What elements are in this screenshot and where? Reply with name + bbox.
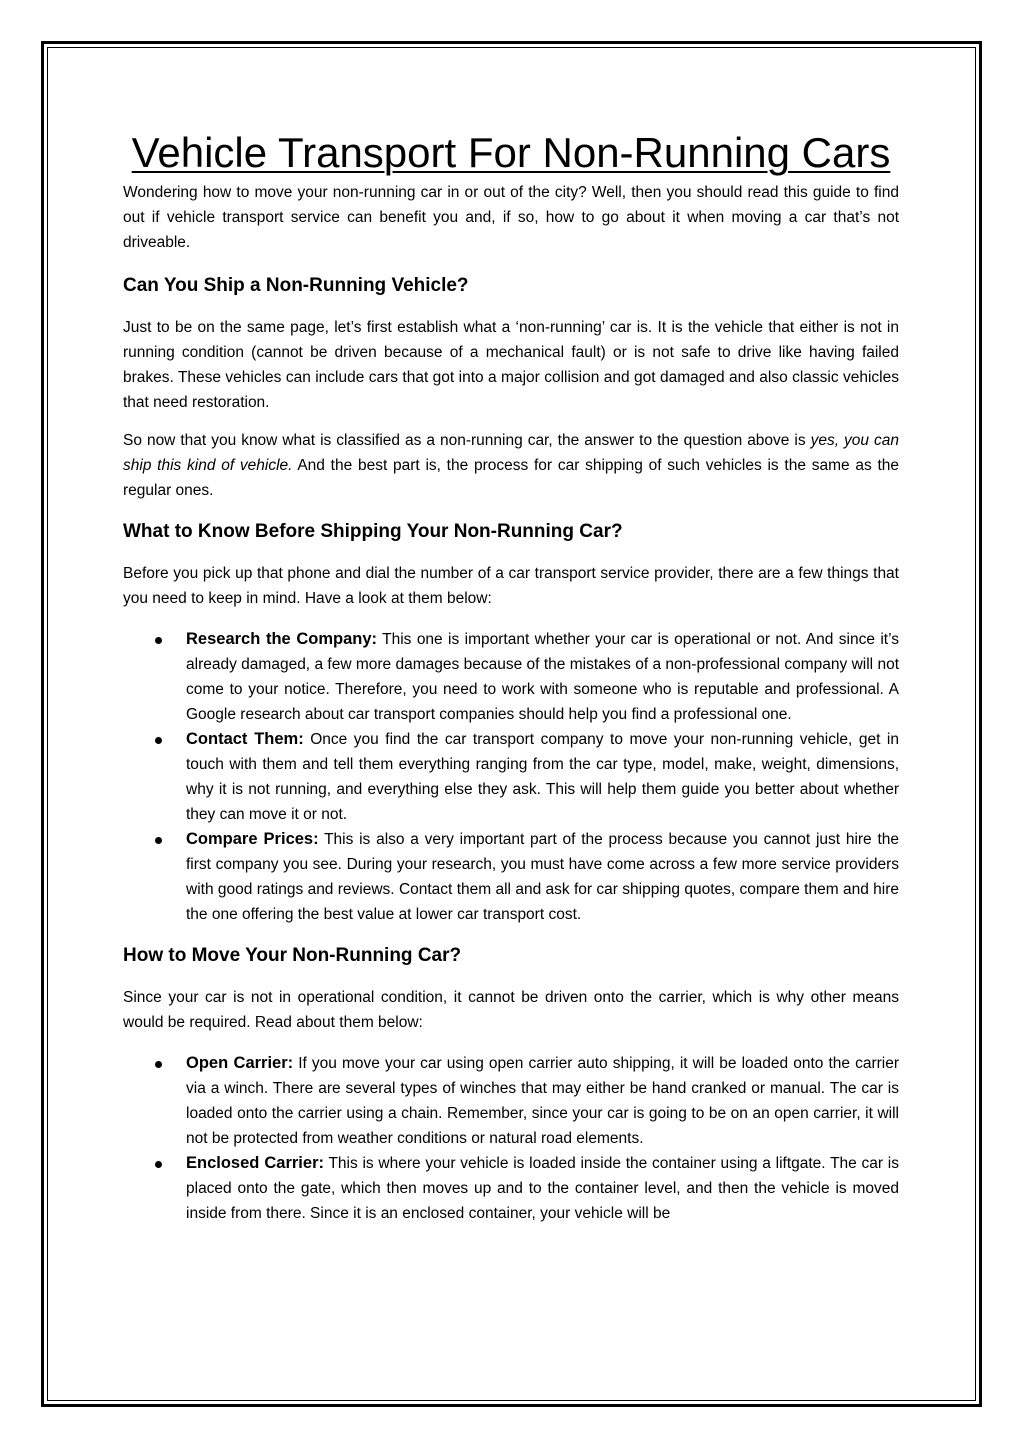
intro-paragraph: Wondering how to move your non-running car in or out of the city? Well, then you should read this guide to find out if vehicle transport service can benefit you and, if so, how to go about it when moving a car that’s not driveable.	[123, 184, 899, 251]
section-heading-how-to-move: How to Move Your Non-Running Car?	[123, 945, 462, 966]
list-item-text: If you move your car using open carrier auto shipping, it will be loaded onto the carrier via a winch. There are several types of winches that may either be hand cranked or manual. The car is loaded onto the carrier using a chain. Remember, since your car is going to be on an open carrier, it will not be protected from weather conditions or natural road elements.	[186, 1055, 899, 1147]
para2-start: So now that you know what is classified as a non-running car, the answer to the question above is	[123, 432, 811, 449]
list-item	[123, 727, 899, 827]
list-item-lead: Compare Prices:	[186, 830, 319, 848]
list-item-text: This is also a very important part of the process because you cannot just hire the first company you see. During your research, you must have come across a few more service providers with good ratings and reviews. Contact them all and ask for car shipping quotes, compare them and hire the one offering the best value at lower car transport cost.	[186, 831, 899, 923]
bullet-icon	[155, 837, 162, 844]
list-item-lead: Open Carrier:	[186, 1054, 294, 1072]
list-item-lead: Contact Them:	[186, 730, 304, 748]
bullet-icon	[155, 737, 162, 744]
section-heading-ship: Can You Ship a Non-Running Vehicle?	[123, 275, 469, 296]
bullet-icon	[155, 1161, 162, 1168]
para2-italic: yes, you can ship this kind of vehicle.	[123, 432, 899, 474]
bullet-icon	[155, 637, 162, 644]
list-item-text: This is where your vehicle is loaded inside the container using a liftgate. The car is placed onto the gate, which then moves up and to the container level, and then the vehicle is moved inside from there. Since it is an enclosed container, your vehicle will be	[186, 1155, 899, 1222]
section-heading-before-shipping: What to Know Before Shipping Your Non-Running Car?	[123, 521, 623, 542]
document-title	[123, 126, 899, 180]
list-item	[123, 827, 899, 927]
list-item-text: Once you find the car transport company to move your non-running vehicle, get in touch with them and tell them everything ranging from the car type, model, make, weight, dimensions, why it is not running, and everything else they ask. This will help them guide you better about whether they can move it or not.	[186, 731, 899, 823]
section2-paragraph: Before you pick up that phone and dial the number of a car transport service provider, there are a few things that you need to keep in mind. Have a look at them below:	[123, 565, 899, 607]
list-item-text: This one is important whether your car is operational or not. And since it’s already damaged, a few more damages because of the mistakes of a non-professional company will not come to your notice. Therefore, you need to work with someone who is reputable and professional. A Google research about car transport companies should help you find a professional one.	[186, 631, 899, 723]
bullet-icon	[155, 1061, 162, 1068]
section1-paragraph-2	[123, 428, 899, 503]
document-body	[123, 126, 899, 1226]
list-item	[123, 627, 899, 727]
para2-end: And the best part is, the process for car shipping of such vehicles is the same as the regular ones.	[123, 457, 900, 499]
section1-paragraph-1: Just to be on the same page, let’s first establish what a ‘non-running’ car is. It is the vehicle that either is not in running condition (cannot be driven because of a mechanical fault) or is not safe to drive like having failed brakes. These vehicles can include cars that got into a major collision and got damaged and also classic vehicles that need restoration.	[123, 319, 899, 411]
list-item-lead: Research the Company:	[186, 630, 378, 648]
checklist	[123, 627, 899, 927]
list-item	[123, 1051, 899, 1151]
list-item	[123, 1151, 899, 1226]
list-item-lead: Enclosed Carrier:	[186, 1154, 324, 1172]
title-text: Vehicle Transport For Non-Running Cars	[131, 129, 891, 176]
section3-paragraph: Since your car is not in operational condition, it cannot be driven onto the carrier, which is why other means would be required. Read about them below:	[123, 989, 899, 1031]
carrier-list	[123, 1051, 899, 1226]
